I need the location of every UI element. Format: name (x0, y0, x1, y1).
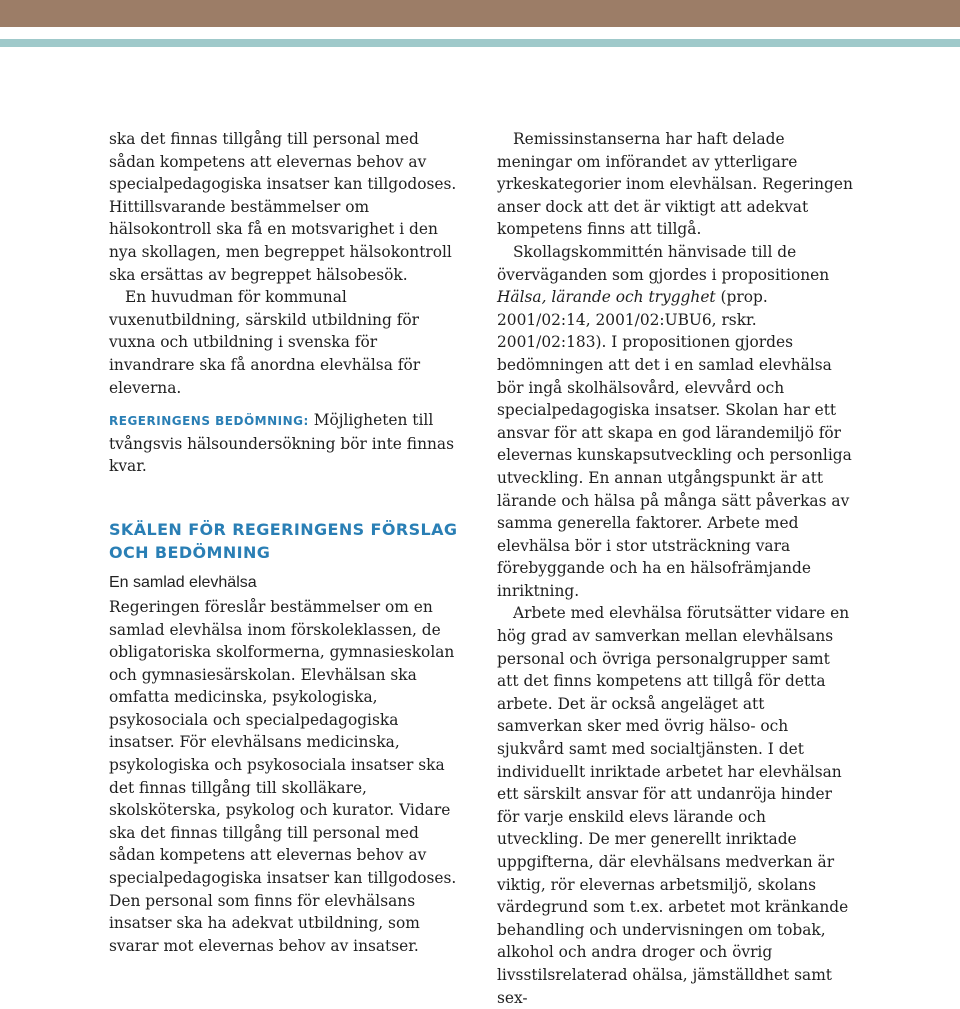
assessment-paragraph (109, 409, 465, 478)
paragraph-text: Skollagskommittén hänvisade till de överväganden som gjordes i propositionen (497, 242, 830, 284)
paragraph-text: (prop. 2001/02:14, 2001/02:UBU6, rskr. 2001/02:183). I propositionen gjordes bedömningen att det i en samlad elevhälsa bör ingå skolhälsovård, elevvård och specialpedagogiska insatser. Skolan har ett ansvar för att skapa en god lärandemiljö för elevernas kunskapsutveckling och personliga utveckling. En annan utgångspunkt är att lärande och hälsa på många sätt påverkas av samma generella faktorer. Arbete med elevhälsa bör i stor utsträckning vara förebyggande och ha en hälsofrämjande inriktning. (497, 288, 852, 600)
paragraph: Remissinstanserna har haft delade meningar om införandet av ytterligare yrkeskategorier inom elevhälsan. Regeringen anser dock att det är viktigt att adekvat kompetens finns att tillgå. (497, 130, 853, 239)
section-heading: SKÄLEN FÖR REGERINGENS FÖRSLAG OCH BEDÖMNING (109, 519, 458, 562)
paragraph (497, 241, 853, 603)
paragraph: Arbete med elevhälsa förutsätter vidare en hög grad av samverkan mellan elevhälsans personal och övriga personalgrupper samt att det finns kompetens att tillgå för detta arbete. Det är också angeläget att samverkan sker med övrig hälso- och sjukvård samt med socialtjänsten. I det individuellt inriktade arbetet har elevhälsan ett särskilt ansvar för att undanröja hinder för varje enskild elevs lärande och utveckling. De mer generellt inriktade uppgifterna, där elevhälsans medverkan är viktig, rör elevernas arbetsmiljö, skolans värdegrund som t.ex. arbetet mot kränkande behandling och undervisningen om tobak, alkohol och andra droger och övrig livsstilsrelaterad ohälsa, jämställdhet samt sex- (497, 604, 850, 1007)
publication-title: Hälsa, lärande och trygghet (497, 288, 716, 307)
paragraph: En huvudman för kommunal vuxenutbildning, särskild utbildning för vuxna och utbildning i svenska för invandrare ska få anordna elevhälsa för eleverna. (109, 288, 421, 397)
right-column (497, 128, 853, 1009)
header-band-teal (0, 39, 960, 47)
assessment-text: Möjligheten till tvångsvis hälsoundersökning bör inte finnas kvar. (109, 411, 454, 476)
header-band-gap (0, 27, 960, 39)
paragraph: ska det finnas tillgång till personal med sådan kompetens att elevernas behov av specialpedagogiska insatser kan tillgodoses. Hittillsvarande bestämmelser om hälsokontroll ska få en motsvarighet i den nya skollagen, men begreppet hälsokontroll ska ersättas av begreppet hälsobesök. (109, 130, 457, 284)
subheading: En samlad elevhälsa (109, 573, 257, 591)
header-band-brown (0, 0, 960, 27)
paragraph: Regeringen föreslår bestämmelser om en samlad elevhälsa inom förskoleklassen, de obligatoriska skolformerna, gymnasieskolan och gymnasiesärskolan. Elevhälsan ska omfatta medicinska, psykologiska, psykosociala och specialpedagogiska insatser. För elevhälsans medicinska, psykologiska och psykosociala insatser ska det finnas tillgång till skolläkare, skolsköterska, psykolog och kurator. Vidare ska det finnas tillgång till personal med sådan kompetens att elevernas behov av specialpedagogiska insatser kan tillgodoses. Den personal som finns för elevhälsans insatser ska ha adekvat utbildning, som svarar mot elevernas behov av insatser. (109, 597, 457, 955)
left-column (109, 128, 465, 957)
assessment-label: REGERINGENS BEDÖMNING: (109, 414, 309, 429)
